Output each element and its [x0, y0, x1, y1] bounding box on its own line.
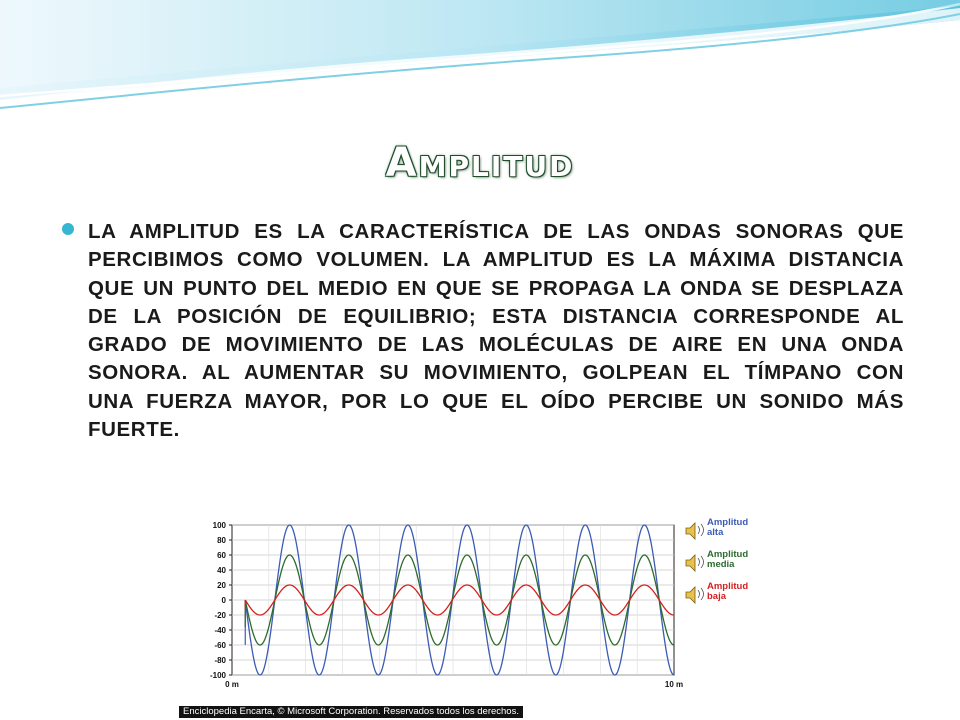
- legend-label: Amplitud: [707, 581, 749, 592]
- y-tick-label: -40: [214, 626, 226, 635]
- y-tick-label: 60: [217, 551, 226, 560]
- y-tick-label: -80: [214, 656, 226, 665]
- x-tick-label: 10 m: [664, 680, 684, 689]
- y-tick-label: -20: [214, 611, 226, 620]
- amplitude-figure: [176, 477, 792, 720]
- y-tick-label: 100: [212, 521, 226, 530]
- legend-item[interactable]: [686, 549, 748, 571]
- speaker-icon[interactable]: [686, 523, 695, 539]
- y-tick-label: 80: [217, 536, 226, 545]
- speaker-icon[interactable]: [686, 587, 695, 603]
- legend-label: Amplitud: [707, 549, 749, 560]
- image-credit: Enciclopedia Encarta, © Microsoft Corporation. Reservados todos los derechos.: [179, 706, 523, 718]
- sound-wave-icon: [698, 524, 704, 536]
- bullet-point: [62, 223, 74, 235]
- y-tick-label: 20: [217, 581, 226, 590]
- legend-label: alta: [707, 527, 724, 538]
- decorative-header-wave: [0, 0, 960, 130]
- x-tick-label: 0 m: [225, 680, 239, 689]
- body-paragraph: LA AMPLITUD ES LA CARACTERÍSTICA DE LAS ONDAS SONORAS QUE PERCIBIMOS COMO VOLUMEN. LA AMPLITUD ES LA MÁXIMA DISTANCIA QUE UN PUNTO DEL MEDIO EN QUE SE PROPAGA LA ONDA SE DESPLAZA DE LA POSICIÓN DE EQUILIBRIO; ESTA DISTANCIA CORRESPONDE AL GRADO DE MOVIMIENTO DE LAS MOLÉCULAS DE AIRE EN UNA ONDA SONORA. AL AUMENTAR SU MOVIMIENTO, GOLPEAN EL TÍMPANO CON UNA FUERZA MAYOR, POR LO QUE EL OÍDO PERCIBE UN SONIDO MÁS FUERTE.: [88, 220, 904, 442]
- y-tick-label: -100: [209, 671, 226, 680]
- legend-label: Amplitud: [707, 517, 749, 528]
- sound-wave-icon: [698, 556, 704, 568]
- y-tick-label: -60: [214, 641, 226, 650]
- sound-wave-icon: [698, 588, 704, 600]
- slide-title: Amplitud: [385, 140, 575, 186]
- amplitude-chart: [176, 477, 792, 720]
- legend-label: baja: [707, 591, 727, 602]
- legend-item[interactable]: [686, 581, 748, 603]
- legend-label: media: [707, 559, 735, 570]
- y-tick-label: 40: [217, 566, 226, 575]
- speaker-icon[interactable]: [686, 555, 695, 571]
- legend-item[interactable]: [686, 517, 748, 539]
- y-tick-label: 0: [221, 596, 226, 605]
